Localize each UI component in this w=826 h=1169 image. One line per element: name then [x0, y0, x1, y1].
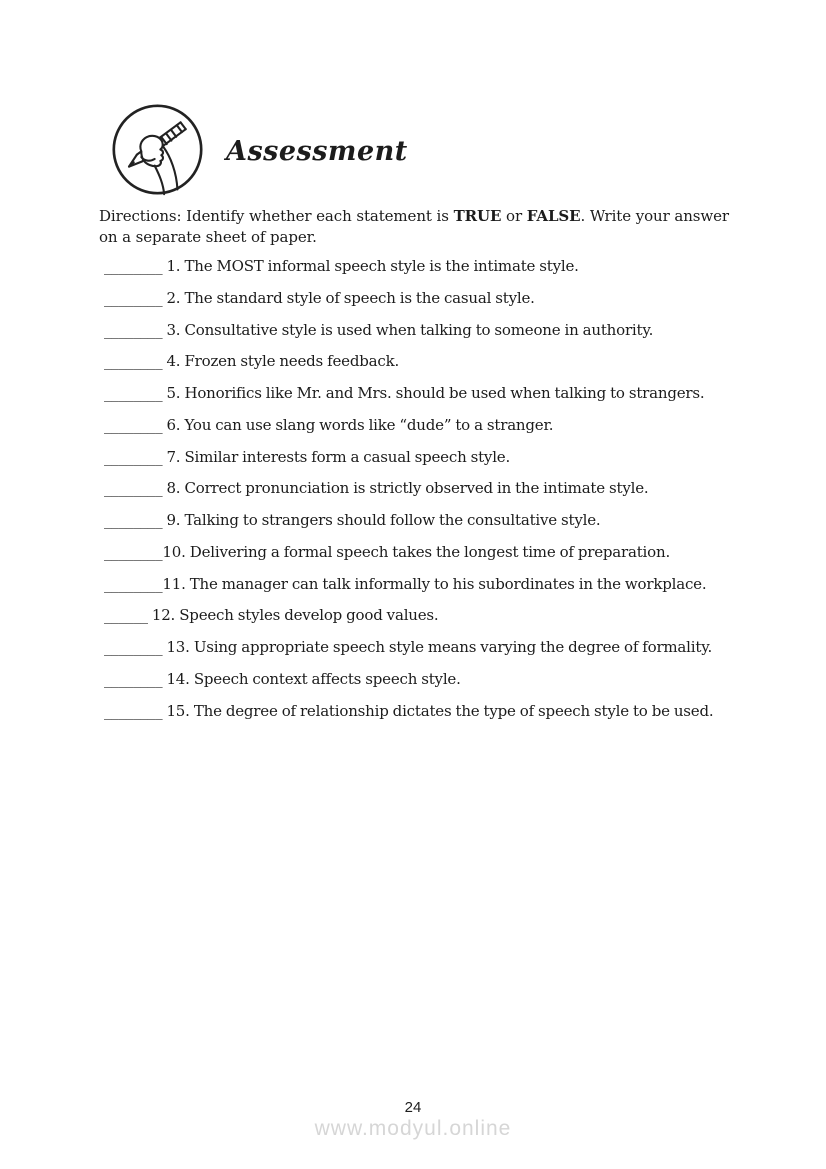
true-false-item [104, 378, 804, 410]
item-number: 15. [166, 701, 190, 720]
item-statement: Correct pronunciation is strictly observed in the intimate style. [184, 479, 649, 498]
item-number: 11. [162, 574, 186, 593]
answer-blank: ________ [104, 288, 167, 307]
item-number: 9. [166, 511, 181, 529]
item-number: 10. [162, 542, 186, 561]
true-false-item [104, 283, 804, 315]
item-number: 13. [166, 638, 190, 656]
item-statement: The degree of relationship dictates the type of speech style to be used. [193, 701, 714, 720]
directions-post: . Write your answer on a separate sheet of paper. [99, 207, 729, 246]
page-number: 24 [404, 1099, 422, 1116]
directions-text [99, 206, 729, 247]
item-statement: Honorifics like Mr. and Mrs. should be used when talking to strangers. [184, 384, 705, 402]
item-statement: The MOST informal speech style is the intimate style. [184, 257, 579, 275]
true-false-item [104, 537, 804, 569]
assessment-header [110, 102, 408, 197]
item-number: 5. [166, 384, 181, 402]
item-statement: Using appropriate speech style means varying the degree of formality. [193, 638, 713, 656]
true-false-item [104, 442, 804, 474]
item-number: 1. [166, 257, 181, 275]
answer-blank: ________ [104, 669, 167, 688]
item-number: 12. [151, 606, 176, 625]
true-false-item [104, 251, 804, 283]
item-number: 8. [166, 479, 181, 498]
item-statement: Delivering a formal speech takes the longest time of preparation. [189, 542, 671, 561]
item-statement: The manager can talk informally to his subordinates in the workplace. [189, 574, 707, 593]
item-statement: Speech styles develop good values. [179, 606, 439, 625]
statement-list [104, 251, 804, 727]
answer-blank: ________ [104, 701, 167, 720]
answer-blank: ________ [104, 447, 167, 466]
answer-blank: ________ [104, 415, 167, 434]
item-statement: The standard style of speech is the casual style. [184, 288, 535, 307]
item-statement: Similar interests form a casual speech style. [184, 447, 511, 466]
item-number: 14. [166, 669, 190, 688]
page-title: Assessment [226, 136, 408, 167]
item-number: 6. [166, 415, 181, 434]
item-statement: Consultative style is used when talking to someone in authority. [184, 320, 654, 339]
true-false-item [104, 600, 804, 632]
true-false-item [104, 664, 804, 696]
answer-blank: ________ [104, 511, 167, 529]
answer-blank: ________ [104, 320, 167, 339]
item-statement: Talking to strangers should follow the consultative style. [184, 511, 601, 529]
true-false-item [104, 505, 804, 537]
answer-blank: ________ [104, 542, 163, 561]
item-number: 4. [166, 352, 181, 371]
true-false-item [104, 410, 804, 442]
answer-blank: ________ [104, 479, 167, 498]
true-false-item [104, 632, 804, 664]
true-false-item [104, 696, 804, 728]
true-false-item [104, 473, 804, 505]
item-number: 3. [166, 320, 181, 339]
answer-blank: ________ [104, 384, 167, 402]
answer-blank: ________ [104, 638, 167, 656]
true-false-item [104, 315, 804, 347]
true-keyword: TRUE [453, 207, 502, 225]
answer-blank: ________ [104, 352, 167, 371]
answer-blank: ________ [104, 574, 163, 593]
watermark-text: www.modyul.online [314, 1117, 512, 1140]
directions-mid: or [501, 207, 527, 225]
item-number: 7. [166, 447, 181, 466]
item-statement: Speech context affects speech style. [193, 669, 461, 688]
item-statement: You can use slang words like “dude” to a stranger. [184, 415, 554, 434]
true-false-item [104, 346, 804, 378]
hand-writing-icon [110, 102, 205, 197]
item-number: 2. [166, 288, 181, 307]
answer-blank: ________ [104, 257, 167, 275]
true-false-item [104, 569, 804, 601]
item-statement: Frozen style needs feedback. [184, 352, 400, 371]
answer-blank: ______ [104, 606, 152, 625]
false-keyword: FALSE [526, 207, 581, 225]
directions-pre: Directions: Identify whether each statement is [99, 207, 454, 225]
